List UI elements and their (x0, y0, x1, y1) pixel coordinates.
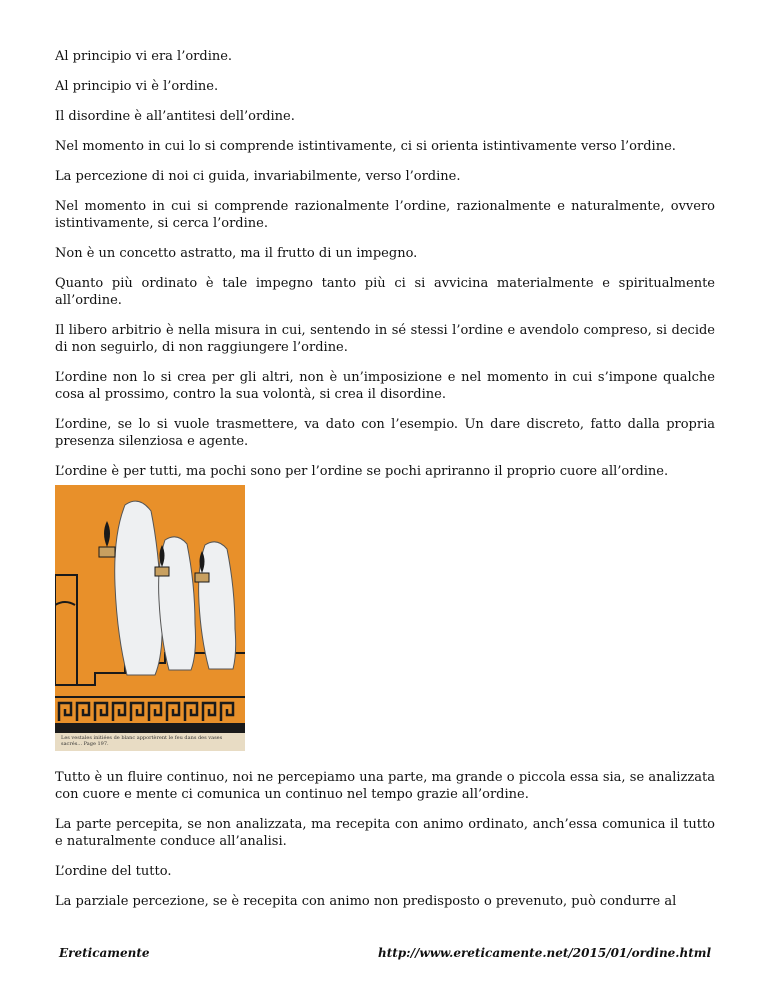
paragraph: Il disordine è all’antitesi dell’ordine. (55, 109, 295, 124)
paragraph: La parziale percezione, se è recepita con animo non predisposto o prevenuto, può condurre al (55, 894, 677, 909)
paragraph: Non è un concetto astratto, ma il frutto di un impegno. (55, 246, 418, 261)
paragraph: La percezione di noi ci guida, invariabilmente, verso l’ordine. (55, 169, 461, 184)
paragraph: Tutto è un fluire continuo, noi ne percepiamo una parte, ma grande o piccola essa sia, se analizzata con cuore e mente ci comunica un continuo nel tempo grazie all’ordine. (55, 770, 715, 802)
paragraph: L’ordine, se lo si vuole trasmettere, va dato con l’esempio. Un dare discreto, fatto dalla propria presenza silenziosa e agente. (55, 417, 715, 449)
paragraph: Al principio vi è l’ordine. (55, 79, 219, 94)
paragraph: Il libero arbitrio è nella misura in cui, sentendo in sé stessi l’ordine e avendolo compreso, si decide di non seguirlo, di non raggiungere l’ordine. (55, 323, 715, 355)
footer-site-name: Ereticamente (59, 946, 150, 960)
page-footer (59, 946, 711, 962)
paragraph: Nel momento in cui lo si comprende istintivamente, ci si orienta istintivamente verso l’ordine. (55, 139, 676, 154)
paragraph: Nel momento in cui si comprende razionalmente l’ordine, razionalmente e naturalmente, ovvero istintivamente, si cerca l’ordine. (55, 199, 715, 231)
paragraph: Al principio vi era l’ordine. (55, 49, 233, 64)
document-body (55, 48, 715, 923)
paragraph: La parte percepita, se non analizzata, ma recepita con animo ordinato, anch’essa comunica il tutto e naturalmente conduce all’analisi. (55, 817, 715, 849)
paragraph: Quanto più ordinato è tale impegno tanto più ci si avvicina materialmente e spiritualmente all’ordine. (55, 276, 715, 308)
paragraph: L’ordine non lo si crea per gli altri, non è un’imposizione e nel momento in cui s’impone qualche cosa al prossimo, contro la sua volontà, si crea il disordine. (55, 370, 715, 402)
vestals-illustration (55, 485, 245, 751)
figure-caption: Les vestales initiées de blanc apportèrent le feu dans des vases sacrés... Page 197. (61, 735, 223, 747)
footer-url[interactable]: http://www.ereticamente.net/2015/01/ordine.html (377, 946, 711, 960)
paragraph: L’ordine è per tutti, ma pochi sono per l’ordine se pochi apriranno il proprio cuore all’ordine. (55, 464, 669, 479)
vestals-drawing (55, 485, 245, 733)
paragraph: L’ordine del tutto. (55, 864, 172, 879)
